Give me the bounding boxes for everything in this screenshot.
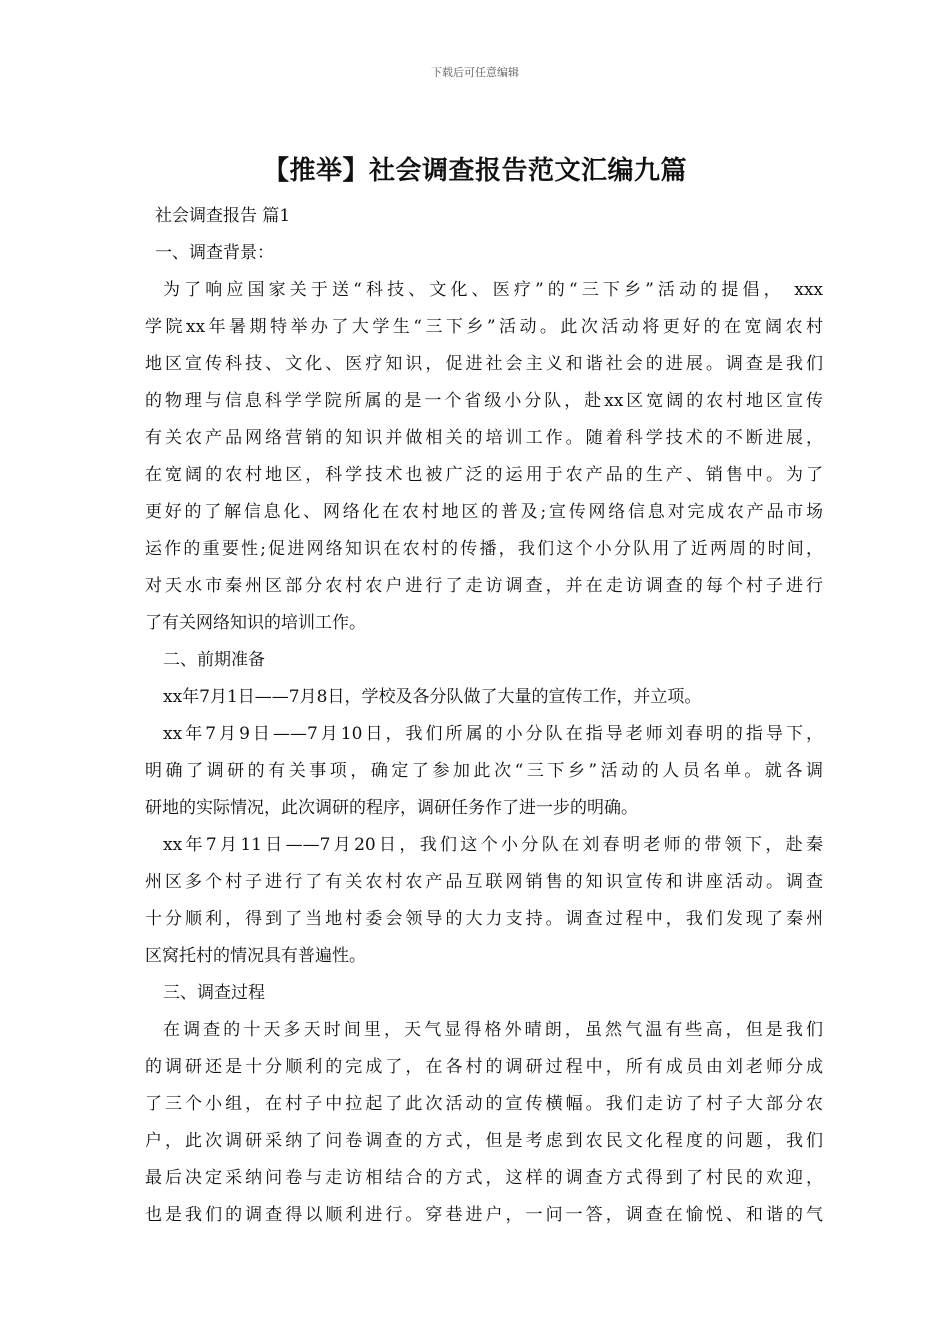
paragraph-line: 也是我们的调查得以顺利进行。穿巷进户，一问一答，调查在愉悦、和谐的气 <box>145 1205 823 1225</box>
paragraph-line: 的调研还是十分顺利的完成了，在各村的调研过程中，所有成员由刘老师分成 <box>145 1057 823 1077</box>
header-note: 下载后可任意编辑 <box>431 66 519 79</box>
paragraph-prep-3 <box>145 827 823 975</box>
paragraph-line: 有关农产品网络营销的知识并做相关的培训工作。随着科学技术的不断进展， <box>145 428 823 448</box>
paragraph-line: 运作的重要性;促进网络知识在农村的传播，我们这个小分队用了近两周的时间， <box>145 539 823 559</box>
document-body <box>145 198 823 1234</box>
paragraph-line: 更好的了解信息化、网络化在农村地区的普及;宣传网络信息对完成农产品市场 <box>145 502 823 522</box>
paragraph-line: 在调查的十天多天时间里，天气显得格外晴朗，虽然气温有些高，但是我们 <box>163 1020 823 1040</box>
paragraph-prep-2 <box>145 716 823 827</box>
paragraph-line: 为了响应国家关于送“科技、文化、医疗”的“三下乡”活动的提倡， xxx <box>163 280 823 300</box>
section-heading-background: 一、调查背景： <box>155 243 274 263</box>
paragraph-line: 最后决定采纳问卷与走访相结合的方式，这样的调查方式得到了村民的欢迎， <box>145 1168 823 1188</box>
paragraph-line: 学院xx年暑期特举办了大学生“三下乡”活动。此次活动将更好的在宽阔农村 <box>145 317 823 337</box>
section-subtitle: 社会调查报告 篇1 <box>155 206 291 226</box>
paragraph-line: 区窝托村的情况具有普遍性。 <box>145 946 366 966</box>
paragraph-line: 的物理与信息科学学院所属的是一个省级小分队，赴xx区宽阔的农村地区宣传 <box>145 391 823 411</box>
paragraph-line: 户，此次调研采纳了问卷调查的方式，但是考虑到农民文化程度的问题，我们 <box>145 1131 823 1151</box>
paragraph-line: 了三个小组，在村子中拉起了此次活动的宣传横幅。我们走访了村子大部分农 <box>145 1094 823 1114</box>
paragraph-line: 明确了调研的有关事项，确定了参加此次“三下乡”活动的人员名单。就各调 <box>145 761 823 781</box>
paragraph-line: 研地的实际情况，此次调研的程序，调研任务作了进一步的明确。 <box>145 798 638 818</box>
paragraph-line: xx年7月11日——7月20日，我们这个小分队在刘春明老师的带领下，赴秦 <box>163 835 823 855</box>
paragraph-line: 十分顺利，得到了当地村委会领导的大力支持。调查过程中，我们发现了秦州 <box>145 909 823 929</box>
section-heading-preparation: 二、前期准备 <box>163 650 265 670</box>
paragraph-line: 在宽阔的农村地区，科学技术也被广泛的运用于农产品的生产、销售中。为了 <box>145 465 823 485</box>
paragraph-process <box>145 1012 823 1234</box>
paragraph-line: 对天水市秦州区部分农村农户进行了走访调查，并在走访调查的每个村子进行 <box>145 576 823 596</box>
paragraph-line: 地区宣传科技、文化、医疗知识，促进社会主义和谐社会的进展。调查是我们 <box>145 354 823 374</box>
section-heading-process: 三、调查过程 <box>163 983 265 1003</box>
paragraph-prep-1: xx年7月1日——7月8日，学校及各分队做了大量的宣传工作，并立项。 <box>163 687 702 707</box>
document-title: 【推举】社会调查报告范文汇编九篇 <box>262 156 687 186</box>
paragraph-line: 了有关网络知识的培训工作。 <box>145 613 366 633</box>
paragraph-line: xx年7月9日——7月10日，我们所属的小分队在指导老师刘春明的指导下， <box>163 724 823 744</box>
paragraph-line: 州区多个村子进行了有关农村农产品互联网销售的知识宣传和讲座活动。调查 <box>145 872 823 892</box>
paragraph-background <box>145 272 823 642</box>
